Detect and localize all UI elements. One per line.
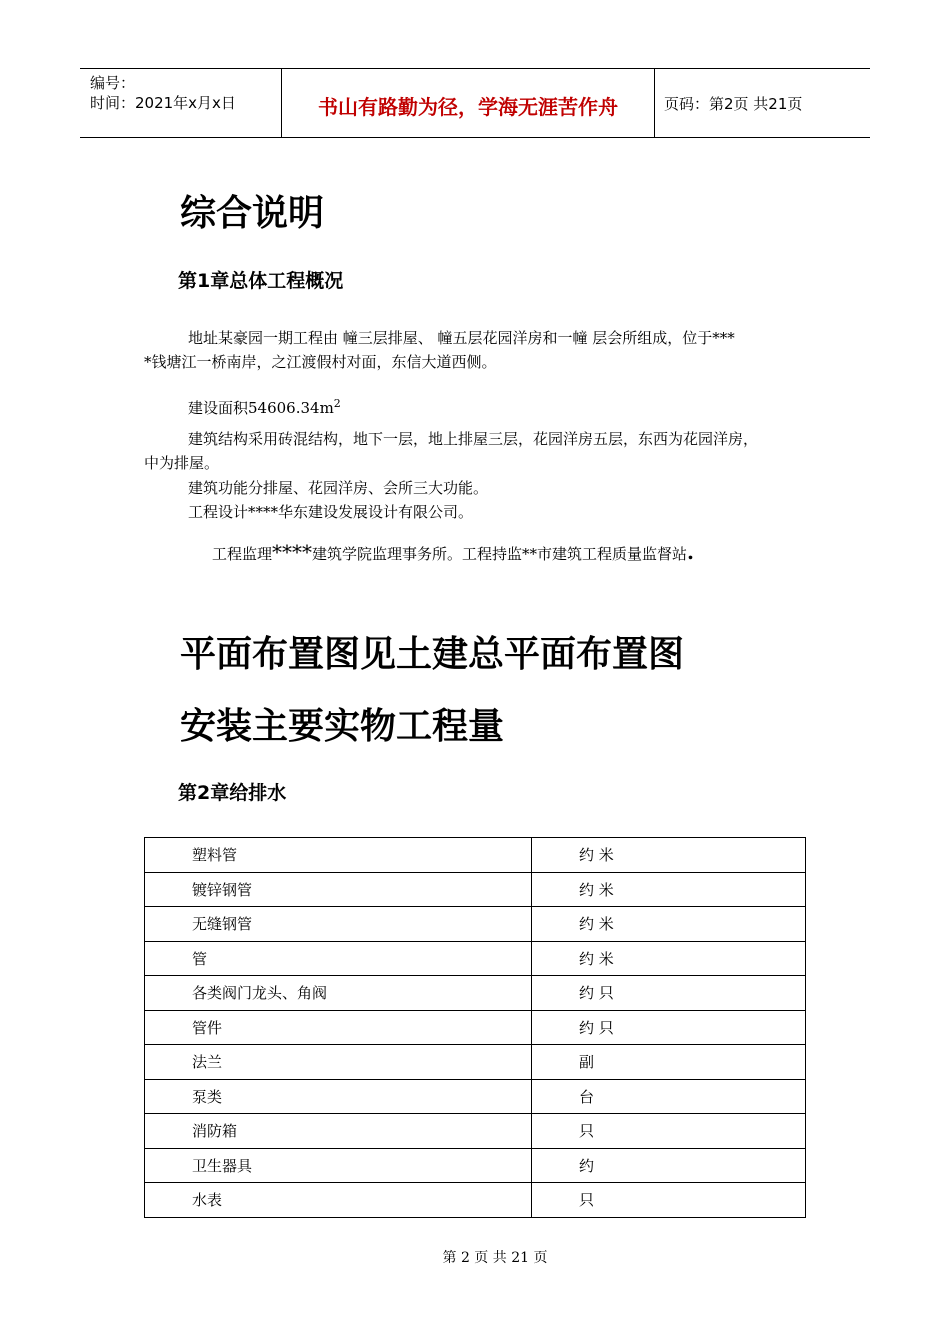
qty-cell: 台: [532, 1079, 806, 1114]
item-cell: 管件: [145, 1010, 532, 1045]
table-row: [145, 907, 806, 942]
qty-cell: 约 米: [532, 907, 806, 942]
item-cell: 消防箱: [145, 1114, 532, 1149]
heading-quantities: 安装主要实物工程量: [180, 706, 505, 747]
supervision-stars: ****: [272, 540, 313, 564]
table-row: [145, 1079, 806, 1114]
item-cell: 卫生器具: [145, 1148, 532, 1183]
header-motto: 书山有路勤为径，学海无涯苦作舟: [318, 95, 618, 119]
qty-cell: 约 米: [532, 941, 806, 976]
paragraph-address-line1: 地址某豪园一期工程由 幢三层排屋、 幢五层花园洋房和一幢 层会所组成，位于***: [188, 329, 735, 347]
serial-label: 编号：: [90, 74, 136, 92]
page-footer: 第 2 页 共 21 页: [442, 1250, 548, 1266]
qty-cell: 只: [532, 1114, 806, 1149]
item-cell: 法兰: [145, 1045, 532, 1080]
table-row: [145, 1183, 806, 1218]
qty-cell: 约 只: [532, 1010, 806, 1045]
qty-cell: 约: [532, 1148, 806, 1183]
table-row: [145, 941, 806, 976]
supervision-text-b: 建筑学院监理事务所。工程持监**市建筑工程质量监督站: [312, 545, 688, 563]
page-header: [80, 68, 870, 138]
paragraph-address-line2: *钱塘江一桥南岸，之江渡假村对面，东信大道西侧。: [144, 353, 497, 371]
qty-cell: 约 只: [532, 976, 806, 1011]
qty-cell: 只: [532, 1183, 806, 1218]
table-row: [145, 1114, 806, 1149]
item-cell: 水表: [145, 1183, 532, 1218]
area-superscript: 2: [333, 397, 341, 410]
item-cell: 各类阀门龙头、角阀: [145, 976, 532, 1011]
item-cell: 塑料管: [145, 838, 532, 873]
item-cell: 镀锌钢管: [145, 872, 532, 907]
paragraph-structure-line1: 建筑结构采用砖混结构，地下一层，地上排屋三层，花园洋房五层，东西为花园洋房，: [188, 430, 759, 448]
table-row: [145, 1045, 806, 1080]
area-text: 建设面积54606.34m: [188, 399, 334, 417]
item-cell: 泵类: [145, 1079, 532, 1114]
qty-cell: 约 米: [532, 872, 806, 907]
paragraph-function: 建筑功能分排屋、花园洋房、会所三大功能。: [188, 479, 489, 497]
time-label: 时间：2021年x月x日: [90, 94, 236, 112]
paragraph-structure-line2: 中为排屋。: [144, 454, 220, 472]
table-row: [145, 838, 806, 873]
chapter1-title: 第1章总体工程概况: [178, 270, 344, 292]
qty-cell: 约 米: [532, 838, 806, 873]
item-cell: 无缝钢管: [145, 907, 532, 942]
paragraph-design: 工程设计****华东建设发展设计有限公司。: [188, 503, 474, 521]
supervision-end: .: [687, 540, 694, 564]
table-row: [145, 1010, 806, 1045]
chapter2-title: 第2章给排水: [178, 782, 287, 804]
qty-cell: 副: [532, 1045, 806, 1080]
table-row: [145, 872, 806, 907]
doc-title: 综合说明: [180, 193, 325, 234]
paragraph-area: [188, 392, 341, 420]
header-divider: [654, 69, 655, 137]
table-row: [145, 976, 806, 1011]
header-page-info: 页码：第2页 共21页: [664, 95, 803, 113]
header-meta: [90, 73, 280, 113]
heading-layout: 平面布置图见土建总平面布置图: [180, 634, 685, 675]
quantity-table: [144, 837, 806, 1218]
table-row: [145, 1148, 806, 1183]
paragraph-supervision: [212, 540, 694, 566]
item-cell: 管: [145, 941, 532, 976]
supervision-text-a: 工程监理: [212, 545, 273, 563]
